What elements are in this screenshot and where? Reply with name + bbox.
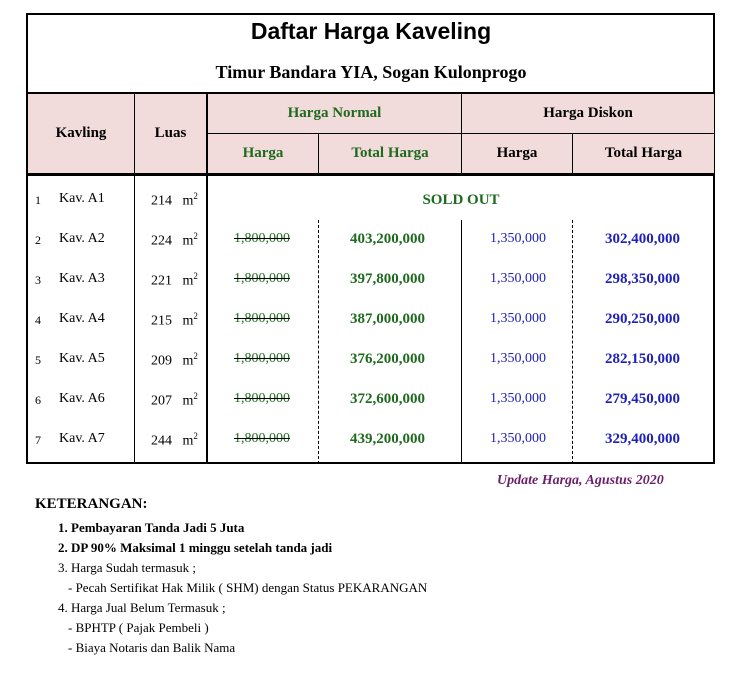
row-total-normal: 397,800,000 [350,271,425,287]
row-total-diskon: 282,150,000 [605,351,680,367]
row-kavling: Kav. A2 [59,231,105,246]
row-harga-diskon: 1,350,000 [490,431,546,446]
row-kavling: Kav. A6 [59,391,105,406]
row-harga-diskon: 1,350,000 [490,311,546,326]
header-diskon-harga: Harga [496,145,538,161]
row-harga-normal: 1,800,000 [234,351,290,366]
row-number: 4 [35,313,41,327]
row-total-diskon: 290,250,000 [605,311,680,327]
row-total-diskon: 302,400,000 [605,231,680,247]
sold-out-label: SOLD OUT [422,191,500,208]
row-harga-diskon: 1,350,000 [490,271,546,286]
row-number: 2 [35,233,41,247]
page-subtitle: Timur Bandara YIA, Sogan Kulonprogo [215,62,527,82]
row-total-diskon: 279,450,000 [605,391,680,407]
keterangan-item: 2. DP 90% Maksimal 1 minggu setelah tanda jadi [58,540,333,555]
update-note: Update Harga, Agustus 2020 [497,473,664,488]
row-harga-normal: 1,800,000 [234,231,290,246]
row-kavling: Kav. A5 [59,351,105,366]
col-divider-normal-body [318,220,319,464]
row-luas: 207 $m^2$ [151,391,198,409]
row-total-diskon: 329,400,000 [605,431,680,447]
row-luas: 221 $m^2$ [151,271,198,289]
row-harga-normal: 1,800,000 [234,431,290,446]
header-bottom-divider [28,173,714,176]
row-kavling: Kav. A4 [59,311,105,326]
row-total-normal: 439,200,000 [350,431,425,447]
row-number: 6 [35,393,41,407]
row-luas: 209 $m^2$ [151,351,198,369]
row-harga-normal: 1,800,000 [234,391,290,406]
keterangan-item: 1. Pembayaran Tanda Jadi 5 Juta [58,520,245,535]
row-kavling: Kav. A3 [59,271,105,286]
row-number: 1 [35,193,41,207]
header-luas: Luas [154,125,187,141]
header-diskon-total: Total Harga [604,145,683,161]
row-kavling: Kav. A1 [59,191,105,206]
row-harga-diskon: 1,350,000 [490,231,546,246]
keterangan-subitem: - BPHTP ( Pajak Pembeli ) [68,620,209,635]
header-harga-normal: Harga Normal [287,105,382,121]
row-total-diskon: 298,350,000 [605,271,680,287]
col-divider-group-body [461,220,462,464]
row-luas: 215 $m^2$ [151,311,198,329]
page-title: Daftar Harga Kaveling [250,18,492,44]
keterangan-heading: KETERANGAN: [35,496,148,512]
keterangan-subitem: - Biaya Notaris dan Balik Nama [68,640,236,655]
row-total-normal: 372,600,000 [350,391,425,407]
keterangan-item: 4. Harga Jual Belum Termasuk ; [58,600,226,615]
header-kavling: Kavling [55,125,107,141]
keterangan-item: 3. Harga Sudah termasuk ; [58,560,197,575]
col-divider-diskon-body [572,220,573,464]
row-total-normal: 403,200,000 [350,231,425,247]
row-luas: 214 $m^2$ [151,191,198,209]
row-total-normal: 387,000,000 [350,311,425,327]
row-number: 7 [35,433,41,447]
row-harga-normal: 1,800,000 [234,271,290,286]
row-harga-diskon: 1,350,000 [490,351,546,366]
row-total-normal: 376,200,000 [350,351,425,367]
row-kavling: Kav. A7 [59,431,105,446]
row-luas: 244 $m^2$ [151,431,198,449]
row-luas: 224 $m^2$ [151,231,198,249]
row-number: 5 [35,353,41,367]
row-number: 3 [35,273,41,287]
keterangan-subitem: - Pecah Sertifikat Hak Milik ( SHM) dengan Status PEKARANGAN [68,580,428,595]
header-normal-harga: Harga [242,145,284,161]
row-harga-diskon: 1,350,000 [490,391,546,406]
header-normal-total: Total Harga [351,145,429,161]
header-harga-diskon: Harga Diskon [543,105,633,121]
row-harga-normal: 1,800,000 [234,311,290,326]
